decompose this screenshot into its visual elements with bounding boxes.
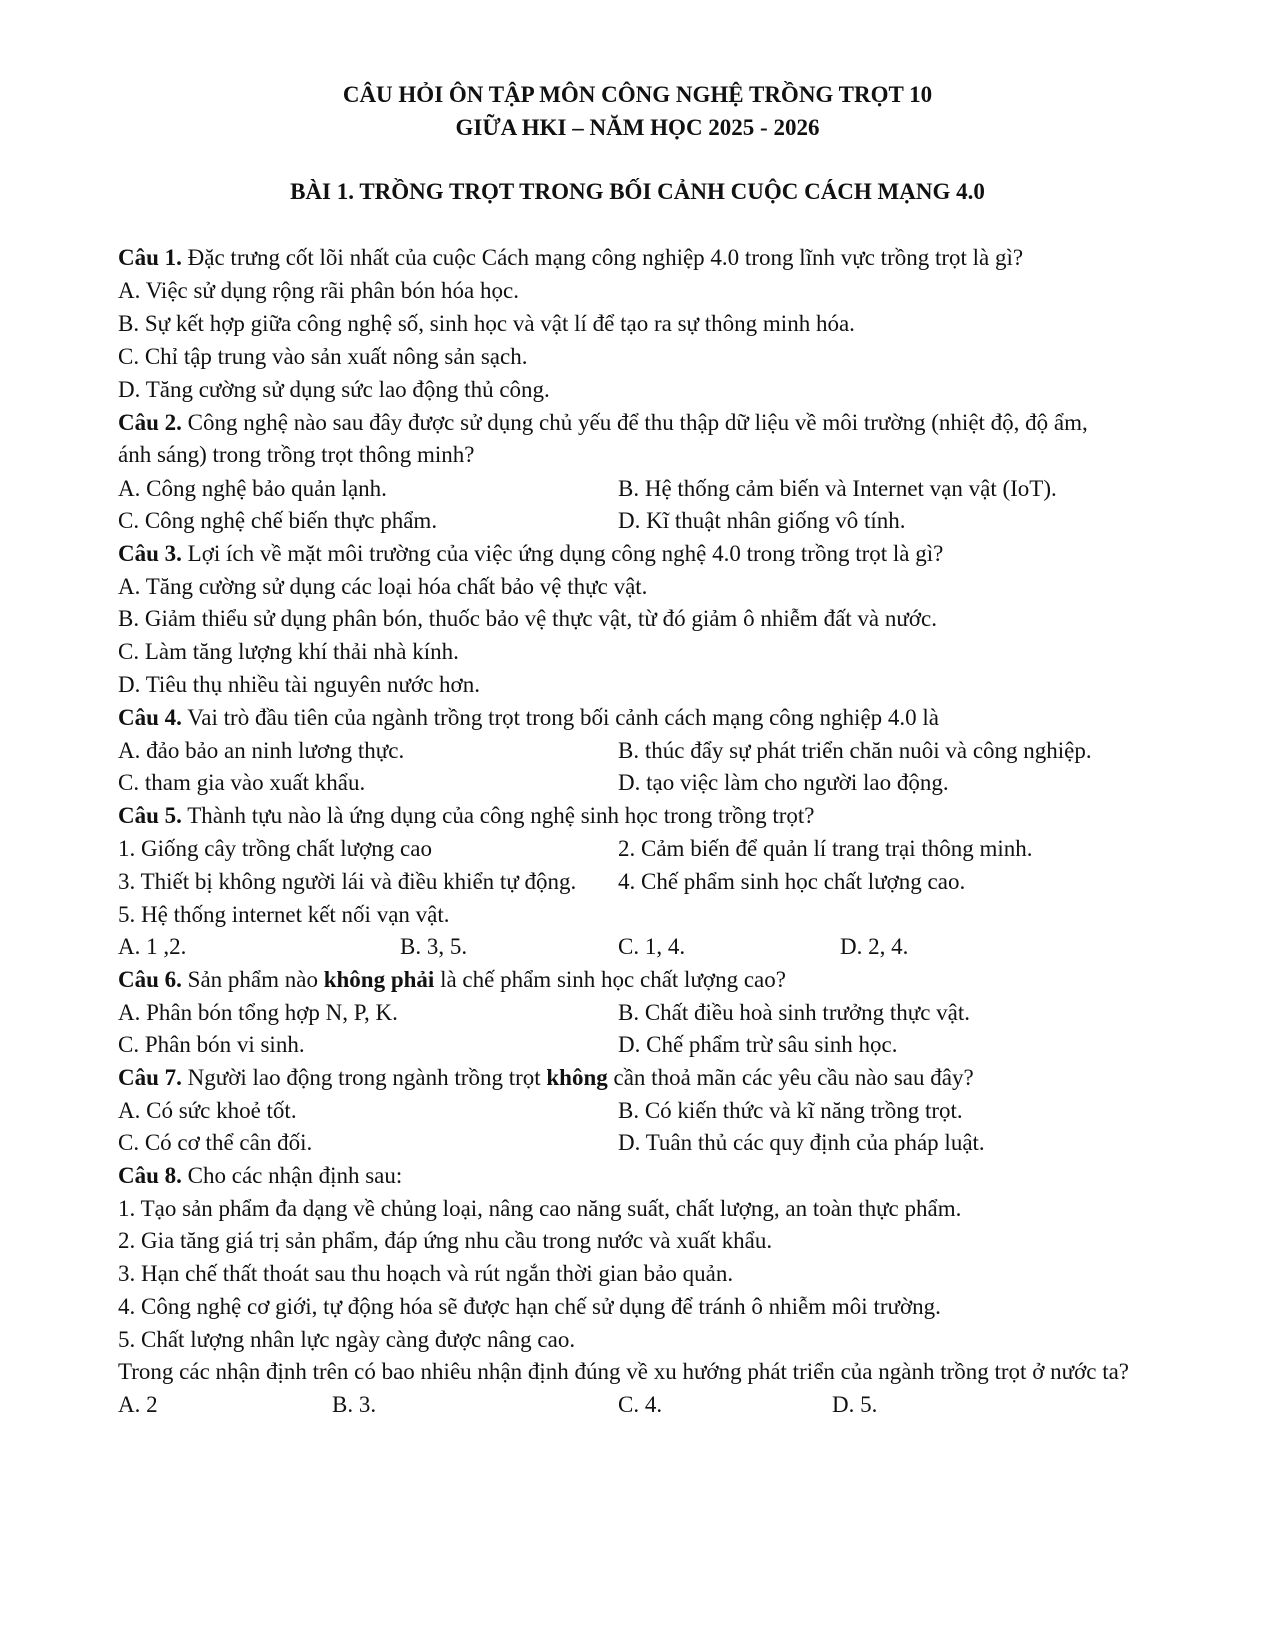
option-c: C. Công nghệ chế biến thực phẩm. xyxy=(118,508,438,533)
question-label: Câu 6. xyxy=(118,967,182,992)
question-text-cont: ánh sáng) trong trồng trọt thông minh? xyxy=(118,442,475,467)
statement-5: 5. Chất lượng nhân lực ngày càng được nâng cao. xyxy=(118,1327,576,1352)
question-label: Câu 3. xyxy=(118,541,182,566)
question-6 xyxy=(118,965,1218,995)
question-label: Câu 8. xyxy=(118,1163,182,1188)
question-1 xyxy=(118,243,1218,273)
statement-5: 5. Hệ thống internet kết nối vạn vật. xyxy=(118,902,450,927)
statement-4: 4. Công nghệ cơ giới, tự động hóa sẽ được hạn chế sử dụng để tránh ô nhiễm môi trường. xyxy=(118,1294,941,1319)
question-8 xyxy=(118,1161,1218,1191)
statement-4: 4. Chế phẩm sinh học chất lượng cao. xyxy=(618,869,966,894)
option-b: B. thúc đẩy sự phát triển chăn nuôi và công nghiệp. xyxy=(618,738,1092,763)
option-d: D. Tuân thủ các quy định của pháp luật. xyxy=(618,1130,985,1155)
question-text: là chế phẩm sinh học chất lượng cao? xyxy=(434,967,786,992)
option-b: B. Sự kết hợp giữa công nghệ số, sinh học và vật lí để tạo ra sự thông minh hóa. xyxy=(118,311,855,336)
statement-3: 3. Thiết bị không người lái và điều khiển tự động. xyxy=(118,869,577,894)
question-text: Cho các nhận định sau: xyxy=(181,1163,403,1188)
question-text: cần thoả mãn các yêu cầu nào sau đây? xyxy=(607,1065,974,1090)
question-text: Vai trò đầu tiên của ngành trồng trọt trong bối cảnh cách mạng công nghiệp 4.0 là xyxy=(181,705,939,730)
option-d: D. 5. xyxy=(832,1392,878,1417)
question-text: Lợi ích về mặt môi trường của việc ứng dụng công nghệ 4.0 trong trồng trọt là gì? xyxy=(181,541,944,566)
option-c: C. Làm tăng lượng khí thải nhà kính. xyxy=(118,639,459,664)
question-emphasis: không xyxy=(546,1065,608,1090)
option-c: C. Có cơ thể cân đối. xyxy=(118,1130,313,1155)
question-label: Câu 7. xyxy=(118,1065,182,1090)
lesson-heading: BÀI 1. TRỒNG TRỌT TRONG BỐI CẢNH CUỘC CÁCH MẠNG 4.0 xyxy=(290,179,985,204)
option-d: D. Tiêu thụ nhiều tài nguyên nước hơn. xyxy=(118,672,480,697)
question-text: Thành tựu nào là ứng dụng của công nghệ sinh học trong trồng trọt? xyxy=(181,803,815,828)
document-subtitle: GIỮA HKI – NĂM HỌC 2025 - 2026 xyxy=(455,115,820,140)
statement-2: 2. Cảm biến để quản lí trang trại thông minh. xyxy=(618,836,1033,861)
option-c: C. tham gia vào xuất khẩu. xyxy=(118,770,366,795)
option-c: C. 1, 4. xyxy=(618,934,686,959)
question-text: Công nghệ nào sau đây được sử dụng chủ yếu để thu thập dữ liệu về môi trường (nhiệt độ, độ ẩm, xyxy=(181,410,1088,435)
option-a: A. Phân bón tổng hợp N, P, K. xyxy=(118,1000,398,1025)
question-7 xyxy=(118,1063,1218,1093)
option-a: A. Tăng cường sử dụng các loại hóa chất bảo vệ thực vật. xyxy=(118,574,648,599)
option-a: A. đảo bảo an ninh lương thực. xyxy=(118,738,405,763)
option-a: A. 1 ,2. xyxy=(118,934,187,959)
option-d: D. 2, 4. xyxy=(840,934,909,959)
option-b: B. Giảm thiểu sử dụng phân bón, thuốc bảo vệ thực vật, từ đó giảm ô nhiễm đất và nước. xyxy=(118,606,937,631)
document-title: CÂU HỎI ÔN TẬP MÔN CÔNG NGHỆ TRỒNG TRỌT 10 xyxy=(342,82,933,107)
option-b: B. Chất điều hoà sinh trưởng thực vật. xyxy=(618,1000,971,1025)
option-b: B. Hệ thống cảm biến và Internet vạn vật (IoT). xyxy=(618,476,1057,501)
option-a: A. Có sức khoẻ tốt. xyxy=(118,1098,297,1123)
option-d: D. Kĩ thuật nhân giống vô tính. xyxy=(618,508,906,533)
question-5 xyxy=(118,801,1218,831)
option-a: A. 2 xyxy=(118,1392,158,1417)
statement-1: 1. Tạo sản phẩm đa dạng về chủng loại, nâng cao năng suất, chất lượng, an toàn thực phẩm. xyxy=(118,1196,962,1221)
option-b: B. 3. xyxy=(332,1392,377,1417)
statement-2: 2. Gia tăng giá trị sản phẩm, đáp ứng nhu cầu trong nước và xuất khẩu. xyxy=(118,1228,773,1253)
question-label: Câu 1. xyxy=(118,245,182,270)
statement-3: 3. Hạn chế thất thoát sau thu hoạch và rút ngắn thời gian bảo quản. xyxy=(118,1261,734,1286)
question-text: Đặc trưng cốt lõi nhất của cuộc Cách mạng công nghiệp 4.0 trong lĩnh vực trồng trọt là gì? xyxy=(181,245,1024,270)
option-d: D. Chế phẩm trừ sâu sinh học. xyxy=(618,1032,898,1057)
question-label: Câu 4. xyxy=(118,705,182,730)
question-emphasis: không phải xyxy=(323,967,435,992)
option-d: D. tạo việc làm cho người lao động. xyxy=(618,770,949,795)
option-c: C. Phân bón vi sinh. xyxy=(118,1032,305,1057)
option-a: A. Công nghệ bảo quản lạnh. xyxy=(118,476,387,501)
option-d: D. Tăng cường sử dụng sức lao động thủ công. xyxy=(118,377,550,402)
option-a: A. Việc sử dụng rộng rãi phân bón hóa học. xyxy=(118,278,519,303)
question-prompt: Trong các nhận định trên có bao nhiêu nhận định đúng về xu hướng phát triển của ngành trồng trọt ở nước ta? xyxy=(118,1359,1130,1384)
option-c: C. Chỉ tập trung vào sản xuất nông sản sạch. xyxy=(118,344,528,369)
question-label: Câu 5. xyxy=(118,803,182,828)
option-b: B. Có kiến thức và kĩ năng trồng trọt. xyxy=(618,1098,963,1123)
question-2 xyxy=(118,408,1218,438)
option-c: C. 4. xyxy=(618,1392,663,1417)
option-b: B. 3, 5. xyxy=(400,934,468,959)
question-4 xyxy=(118,703,1218,733)
question-text: Sản phẩm nào xyxy=(181,967,324,992)
question-text: Người lao động trong ngành trồng trọt xyxy=(181,1065,547,1090)
question-label: Câu 2. xyxy=(118,410,182,435)
question-3 xyxy=(118,539,1218,569)
statement-1: 1. Giống cây trồng chất lượng cao xyxy=(118,836,432,861)
